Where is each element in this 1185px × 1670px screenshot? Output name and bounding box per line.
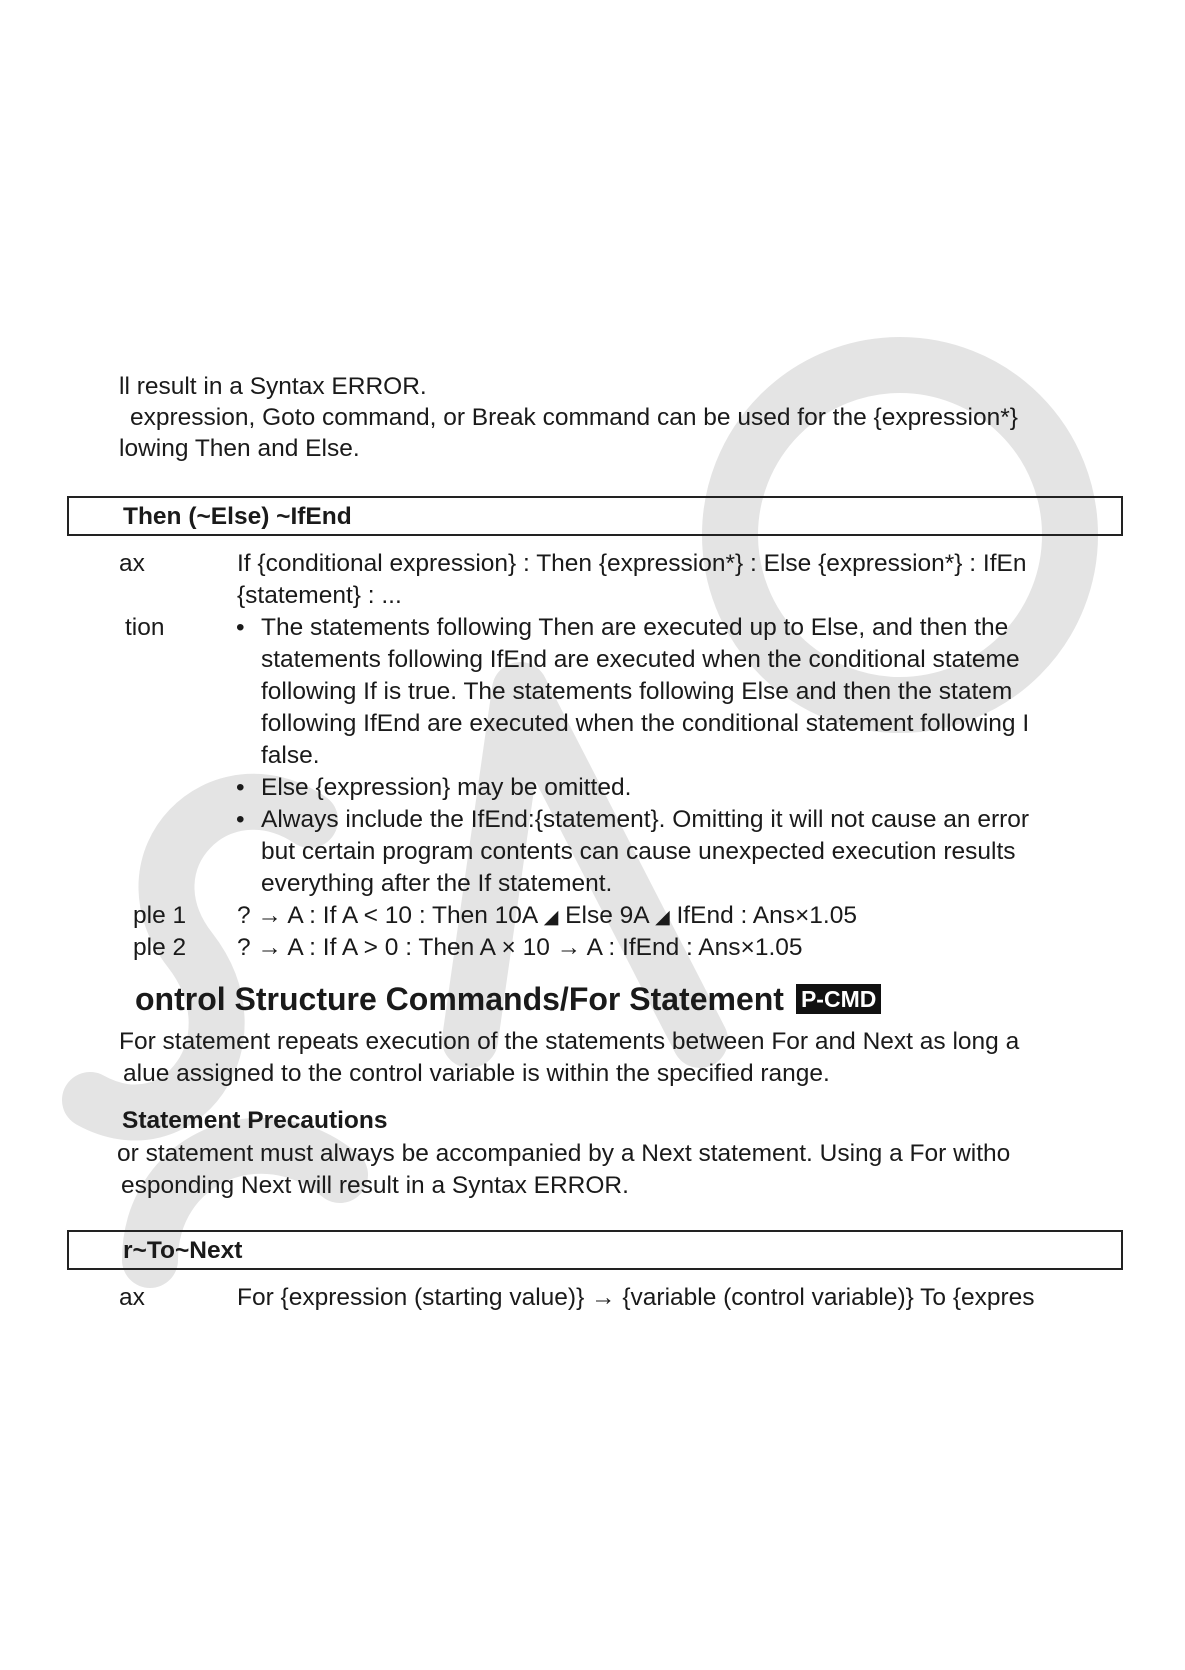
bullet-marker: •: [236, 774, 245, 801]
example-1-code: [237, 901, 857, 933]
for-precautions-title: Statement Precautions: [122, 1107, 388, 1134]
for-section-title-box: [67, 1230, 1123, 1270]
bullet-1-line-3: following If is true. The statements following Else and then the statem: [261, 678, 1013, 705]
example-1-part-b: Else 9A: [565, 902, 649, 929]
bullet-3-line-2: but certain program contents can cause unexpected execution results: [261, 838, 1016, 865]
bullet-2-line-1: Else {expression} may be omitted.: [261, 774, 632, 801]
example-1-part-c: IfEnd : Ans×1.05: [676, 902, 857, 929]
bullet-marker: •: [236, 806, 245, 833]
if-syntax-label: ax: [119, 550, 145, 577]
if-syntax-line-1: If {conditional expression} : Then {expression*} : Else {expression*} : IfEn: [237, 550, 1027, 577]
example-2-code: ? → A : If A > 0 : Then A × 10 → A : IfEnd : Ans×1.05: [237, 934, 803, 961]
p-cmd-badge: P-CMD: [796, 984, 881, 1014]
display-symbol-icon: ◢: [543, 907, 559, 928]
example-2-label: ple 2: [133, 934, 187, 961]
for-section-title: r~To~Next: [123, 1237, 243, 1264]
for-prec-line-1: or statement must always be accompanied by a Next statement. Using a For witho: [117, 1140, 1011, 1167]
if-syntax-line-2: {statement} : ...: [237, 582, 402, 609]
intro-line-3: lowing Then and Else.: [119, 435, 360, 462]
intro-line-2: expression, Goto command, or Break command can be used for the {expression*}: [130, 404, 1018, 431]
if-section-title: Then (~Else) ~IfEnd: [123, 503, 352, 530]
for-desc-line-2: alue assigned to the control variable is within the specified range.: [123, 1060, 830, 1087]
for-section-heading: [135, 980, 881, 1018]
bullet-1-line-2: statements following IfEnd are executed when the conditional stateme: [261, 646, 1020, 673]
for-syntax-line-1: For {expression (starting value)} → {variable (control variable)} To {expres: [237, 1284, 1035, 1311]
display-symbol-icon: ◢: [655, 907, 670, 928]
example-1-label: ple 1: [133, 902, 187, 929]
bullet-1-line-1: The statements following Then are executed up to Else, and then the: [261, 614, 1009, 641]
example-1-part-a: ? → A : If A < 10 : Then 10A: [237, 902, 537, 929]
bullet-3-line-3: everything after the If statement.: [261, 870, 613, 897]
for-prec-line-2: esponding Next will result in a Syntax ERROR.: [121, 1172, 629, 1199]
intro-line-1: ll result in a Syntax ERROR.: [119, 373, 427, 400]
for-heading-text: ontrol Structure Commands/For Statement: [135, 981, 784, 1017]
for-desc-line-1: For statement repeats execution of the statements between For and Next as long a: [119, 1028, 1020, 1055]
bullet-3-line-1: Always include the IfEnd:{statement}. Omitting it will not cause an error: [261, 806, 1030, 833]
if-section-title-box: [67, 496, 1123, 536]
if-function-label: tion: [125, 614, 165, 641]
bullet-1-line-4: following IfEnd are executed when the conditional statement following I: [261, 710, 1030, 737]
bullet-1-line-5: false.: [261, 742, 320, 769]
bullet-marker: •: [236, 614, 245, 641]
for-syntax-label: ax: [119, 1284, 145, 1311]
